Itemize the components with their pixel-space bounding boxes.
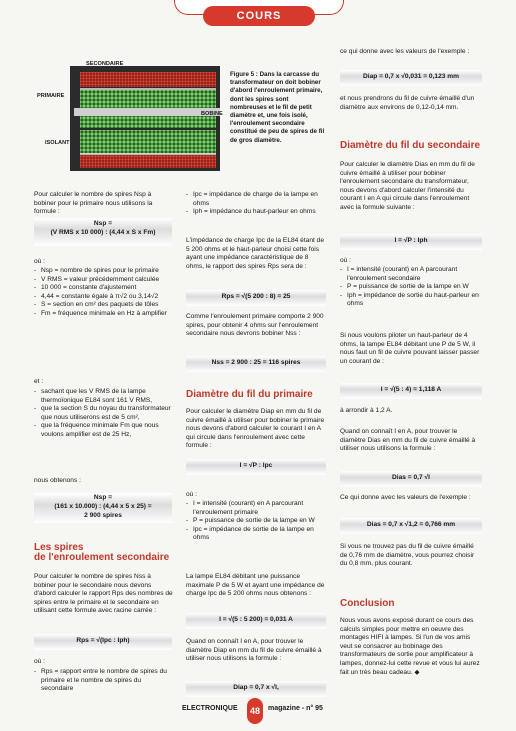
col3-list — [340, 266, 482, 309]
page-number: 48 — [247, 698, 263, 724]
figure-caption: Figure 5 : Dans la carcasse du transformateur on doit bobiner d'abord l'enroulement primaire, dont les spires sont nombreuses et le fil de petit diamètre et, une fois isolé, l'enroulement secondaire constitué de peu de spires de fil de gros diamètre. — [230, 71, 325, 144]
col3-p7: Ce qui donne avec les valeurs de l'exemple : — [340, 494, 471, 501]
formula-i-sec-value: I = √(5 : 4) = 1,118 A — [380, 386, 442, 393]
list-item: - que la fréquence minimale Fm que nous voulons amplifier est de 25 Hz, — [34, 422, 174, 439]
formula-dias: Dias = 0,7 √I — [392, 474, 430, 481]
col3-p4: Si nous voulons piloter un haut-parleur de 4 ohms, la lampe EL84 débitant une P de 5 W, il nous faut un fil de cuivre pouvant laisser passer un courant de : — [340, 332, 480, 365]
col2-list2 — [186, 500, 326, 543]
list-item: - Nsp = nombre de spires pour le primaire — [34, 267, 174, 276]
col2-ou: où : — [186, 491, 197, 498]
footer-magazine-left: ELECTRONIQUE — [182, 705, 238, 712]
list-item: - I = intensité (courant) en A parcourant l'enroulement secondaire — [340, 266, 482, 283]
list-item: - Iph = impédance du haut-parleur en ohms — [186, 208, 326, 217]
list-item: - I = intensité (courant) en A parcourant l'enroulement primaire — [186, 500, 326, 517]
list-item: - Fm = fréquence minimale en Hz à amplifier — [34, 310, 174, 319]
formula-nsp: (V RMS x 10 000) : (4,44 x S x Fm) — [50, 229, 156, 236]
col1-list — [34, 267, 174, 319]
heading-conclusion: Conclusion — [340, 598, 395, 609]
col1-list2 — [34, 388, 174, 440]
list-item: - Rps = rapport entre le nombre de spires du primaire et le nombre de spires du secondaire — [34, 668, 174, 694]
list-item: - V RMS = valeur précédemment calculée — [34, 276, 174, 285]
col1-sec-text: Pour calculer le nombre de spires Nss à bobiner pour le secondaire nous devons d'abord calculer le rapport Rps des nombres de spires entre le primaire et le secondaire en utilisant cette formule avec racine carrée : — [34, 573, 173, 615]
footer-magazine-right: magazine - n° 95 — [268, 705, 323, 712]
heading-secondary-turns-2: de l'enroulement secondaire — [34, 552, 170, 563]
transformer-figure — [34, 56, 224, 176]
formula-diap-value: Diap = 0,7 x √0,031 = 0,123 mm — [363, 73, 459, 80]
list-item: - 10 000 = constante d'ajustement — [34, 284, 174, 293]
formula-i-value: I = √(5 : 5 200) = 0,031 A — [219, 616, 293, 623]
col2-p2: Comme l'enroulement primaire comporte 2 900 spires, pour obtenir 4 ohms sur l'enroulement secondaire nous devrons bobiner Nss : — [186, 313, 324, 338]
formula-i-secondary: I = √P : Iph — [394, 237, 428, 244]
formula-rps-value: Rps = √(5 200 : 8) = 25 — [221, 293, 291, 300]
formula-dias-value: Dias = 0,7 x √1,2 = 0,766 mm — [366, 521, 456, 528]
col3-p5: à arrondir à 1,2 A. — [340, 407, 393, 414]
col3-p9 — [340, 617, 482, 677]
list-item: - Iph = impédance de sortie du haut-parleur en ohms — [340, 292, 482, 309]
col1-ou: où : — [34, 258, 45, 265]
col3-p3: Pour calculer le diamètre Dias en mm du fil de cuivre émaillé à utiliser pour bobiner l'enroulement secondaire du transformateur, nous devons d'abord calculer l'intensité du courant I en A qui circule dans l'enroulement avec la formule suivante : — [340, 161, 475, 211]
formula-nsp-label: Nsp = — [93, 220, 113, 227]
col2-list — [186, 191, 326, 217]
list-item: - P = puissance de sortie de la lampe en W — [340, 283, 482, 292]
col3-ou: où : — [340, 257, 351, 264]
list-item: - Ipc = impédance de charge de la lampe en ohms — [186, 191, 326, 208]
col1-list3 — [34, 668, 174, 694]
conclusion-text: Nous vous avons exposé durant ce cours des calculs simples pour mettre en oeuvre des montages HIFI à lampes. Si l'un de vos amis veut se consacrer au bobinage des transformateurs de sortie pour amplificateur à lampes, donnez-lui cette revue et vous lui aurez fait un très beau cadeau. — [340, 617, 480, 676]
formula-nsp2: (161 x 10.000) : (4,44 x 5 x 25) = — [54, 503, 152, 510]
heading-secondary-turns-1: Les spires — [34, 542, 84, 553]
heading-primary-wire: Diamètre du fil du primaire — [186, 389, 313, 400]
list-item: - que la section S du noyau du transformateur que nous utiliserons est de 5 cm², — [34, 405, 174, 422]
col1-et: et : — [34, 378, 44, 385]
col2-p5: Quand on connaît I en A, pour trouver le diamètre Diap en mm du fil de cuivre émaillé à utiliser nous utilisons la formule : — [186, 638, 322, 663]
formula-nsp2-result: 2 900 spires — [84, 512, 122, 519]
formula-nsp2-label: Nsp = — [93, 494, 113, 501]
label-secondary: SECONDAIRE — [86, 61, 124, 67]
col1-ou2: où : — [34, 658, 45, 665]
col1-intro: Pour calculer le nombre de spires Nsp à bobiner pour le primaire nous utilisons la formule : — [34, 191, 153, 216]
end-mark-icon: ◆ — [414, 668, 420, 676]
col3-p2: et nous prendrons du fil de cuivre émaillé d'un diamètre aux environs de 0,12-0,14 mm. — [340, 95, 475, 111]
label-coil: BOBINE — [201, 111, 223, 117]
list-item: - Ipc = impédance de sortie de la lampe en ohms — [186, 526, 326, 543]
formula-i-primary: I = √P : Ipc — [239, 462, 273, 469]
section-tab: COURS — [203, 6, 315, 26]
list-item: - sachant que les V RMS de la lampe thermoïonique EL84 sont 161 V RMS, — [34, 388, 174, 405]
label-insulator: ISOLANT — [45, 140, 70, 146]
formula-diap: Diap = 0,7 x √I, — [233, 684, 279, 691]
col3-p6: Quand on connaît I en A, pour trouver le diamètre Dias en mm du fil de cuivre émaillé à utiliser nous utilisons la formule : — [340, 428, 476, 453]
col3-p8: Si vous ne trouvez pas du fil de cuivre émaillé de 0,76 mm de diamètre, vous pourrez choisir du 0,8 mm, plus courant. — [340, 543, 475, 568]
col2-p4: La lampe EL84 débitant une puissance maximale P de 5 W et ayant une impédance de charge Ipc de 5 200 ohms nous obtenons : — [186, 573, 325, 598]
formula-rps: Rps = √(Ipc : Iph) — [76, 637, 130, 644]
formula-nss: Nss = 2 900 : 25 = 116 spires — [211, 359, 301, 366]
list-item: - S = section en cm² des paquets de tôles — [34, 301, 174, 310]
list-item: - 4,44 = constante égale à π√2 ou 3,14√2 — [34, 293, 174, 302]
col1-obtenons: nous obtenons : — [34, 477, 81, 484]
heading-secondary-wire: Diamètre du fil du secondaire — [340, 140, 481, 151]
label-primary: PRIMAIRE — [37, 93, 65, 99]
col3-p1: ce qui donne avec les valeurs de l'exemple : — [340, 48, 470, 55]
col2-p1: L'impédance de charge Ipc de la EL84 étant de 5 200 ohms et le haut-parleur choisi cette fois ayant une impédance caractéristique de 8 ohms, le rapport des spires Rps sera de : — [186, 237, 324, 270]
col2-p3: Pour calculer le diamètre Diap en mm du fil de cuivre émaillé à utiliser pour bobiner le primaire nous devons d'abord calculer le courant I en A qui circule dans l'enroulement avec cette formule : — [186, 408, 325, 450]
list-item: - P = puissance de sortie de la lampe en W — [186, 517, 326, 526]
